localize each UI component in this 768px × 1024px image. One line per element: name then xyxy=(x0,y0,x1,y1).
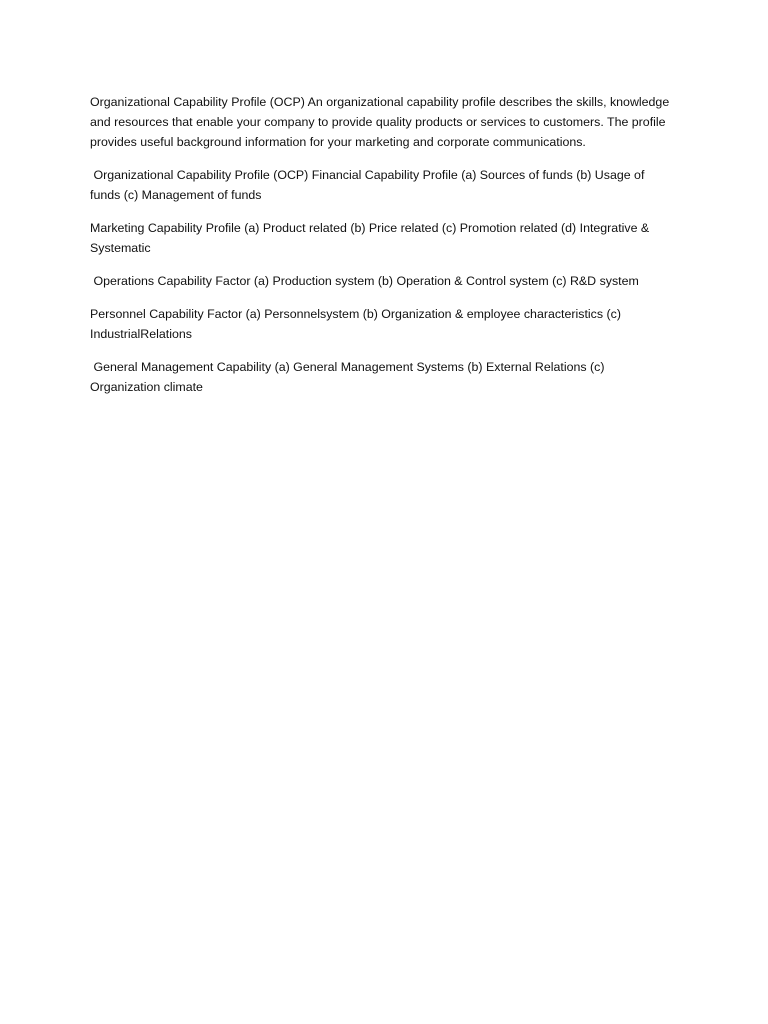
paragraph-personnel-capability: Personnel Capability Factor (a) Personnelsystem (b) Organization & employee characteristics (c) IndustrialRelations xyxy=(90,307,625,341)
paragraph-marketing-capability: Marketing Capability Profile (a) Product related (b) Price related (c) Promotion related (d) Integrative & Systematic xyxy=(90,221,653,255)
paragraph-ocp-intro: Organizational Capability Profile (OCP) An organizational capability profile describes the skills, knowledge and resources that enable your company to provide quality products or services to customers. The profile provides useful background information for your marketing and corporate communications. xyxy=(90,95,673,149)
document-body xyxy=(90,92,678,410)
paragraph-general-management-capability: General Management Capability (a) General Management Systems (b) External Relations (c) Organization climate xyxy=(90,360,608,394)
paragraph-operations-capability: Operations Capability Factor (a) Production system (b) Operation & Control system (c) R&D system xyxy=(90,274,639,288)
paragraph-financial-capability: Organizational Capability Profile (OCP) Financial Capability Profile (a) Sources of funds (b) Usage of funds (c) Management of funds xyxy=(90,168,648,202)
